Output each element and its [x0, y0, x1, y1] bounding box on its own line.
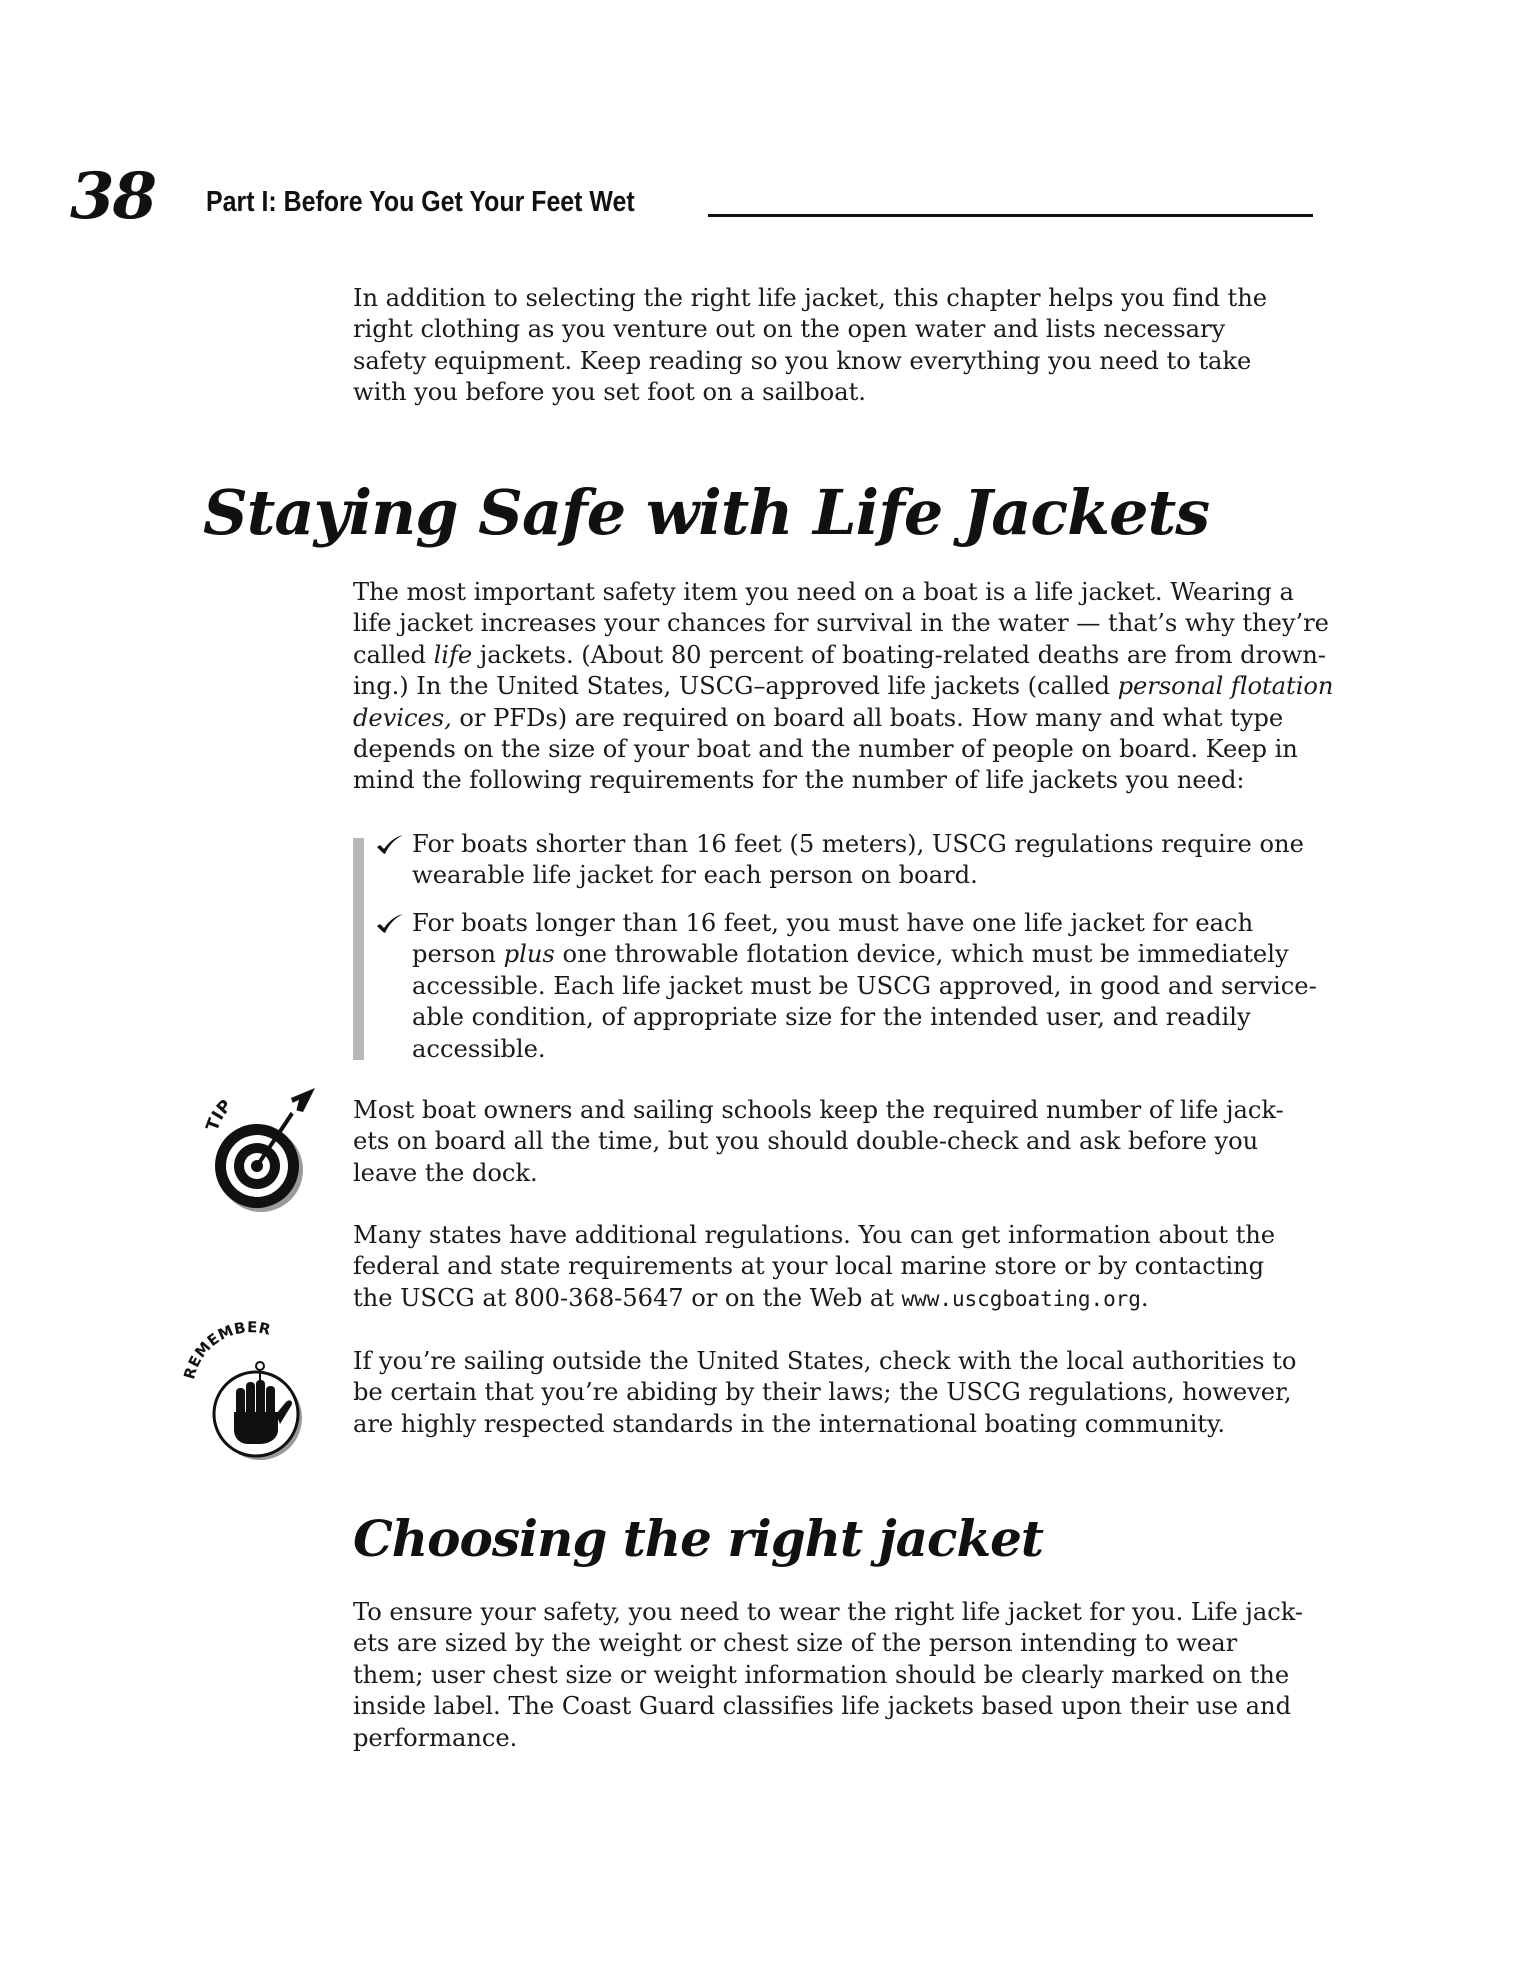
- paragraph-line: life jacket increases your chances for survival in the water — that’s why they’re: [353, 609, 1329, 638]
- paragraph-line: called life jackets. (About 80 percent of boating-related deaths are from drown-: [353, 640, 1326, 669]
- life-jacket-paragraph: [353, 577, 1334, 797]
- page-header: [70, 159, 1320, 235]
- header-rule: [708, 214, 1313, 217]
- tip-paragraph: [353, 1095, 1313, 1189]
- choosing-jacket-paragraph: [353, 1597, 1313, 1754]
- page-number: 38: [70, 159, 156, 234]
- paragraph-line: If you’re sailing outside the United States, check with the local authorities to: [353, 1347, 1297, 1375]
- paragraph-line: them; user chest size or weight information should be clearly marked on the: [353, 1660, 1290, 1689]
- paragraph-line: Many states have additional regulations. You can get information about the: [353, 1221, 1276, 1249]
- running-head: Part I: Before You Get Your Feet Wet: [206, 186, 635, 218]
- svg-text:TIP: [205, 1096, 236, 1134]
- paragraph-line: inside label. The Coast Guard classifies life jackets based upon their use and: [353, 1692, 1292, 1721]
- remember-icon: [180, 1318, 315, 1463]
- intro-line: with you before you set foot on a sailboat.: [353, 378, 866, 407]
- paragraph-line: Most boat owners and sailing schools keep the required number of life jack-: [353, 1096, 1284, 1124]
- paragraph-line: are highly respected standards in the international boating community.: [353, 1409, 1226, 1438]
- bullet-list-bar: [353, 838, 364, 1060]
- paragraph-line: be certain that you’re abiding by their laws; the USCG regulations, however,: [353, 1378, 1292, 1407]
- paragraph-line: performance.: [353, 1723, 518, 1752]
- subsection-heading: Choosing the right jacket: [353, 1509, 1044, 1568]
- remember-paragraph: [353, 1346, 1313, 1440]
- section-heading: Staying Safe with Life Jackets: [203, 476, 1210, 549]
- paragraph-line: ets are sized by the weight or chest size of the person intending to wear: [353, 1629, 1238, 1658]
- paragraph-line: depends on the size of your boat and the number of people on board. Keep in: [353, 735, 1298, 764]
- intro-line: right clothing as you venture out on the open water and lists necessary: [353, 315, 1226, 344]
- paragraph-line: To ensure your safety, you need to wear the right life jacket for you. Life jack-: [353, 1598, 1304, 1626]
- paragraph-line: ing.) In the United States, USCG–approved life jackets (called personal flotation: [353, 672, 1334, 701]
- paragraph-line: mind the following requirements for the number of life jackets you need:: [353, 766, 1245, 795]
- states-paragraph: [353, 1220, 1313, 1315]
- tip-icon: [205, 1072, 320, 1217]
- checkmark-icon: [375, 833, 405, 857]
- checkmark-icon: [375, 912, 405, 936]
- paragraph-line: ets on board all the time, but you should double-check and ask before you: [353, 1127, 1259, 1156]
- remember-icon-label: REMEMBER: [180, 1318, 273, 1382]
- intro-line: safety equipment. Keep reading so you know everything you need to take: [353, 346, 1252, 375]
- bullet-text: For boats shorter than 16 feet (5 meters), USCG regulations require one wearable life jacket for each person on board.: [412, 830, 1304, 890]
- paragraph-line: federal and state requirements at your local marine store or by contacting: [353, 1252, 1265, 1281]
- paragraph-line: leave the dock.: [353, 1158, 538, 1187]
- intro-paragraph: [353, 283, 1313, 409]
- paragraph-line: The most important safety item you need on a boat is a life jacket. Wearing a: [353, 578, 1294, 606]
- tip-icon-label: IP: [208, 1096, 237, 1124]
- bullet-text: For boats longer than 16 feet, you must have one life jacket for each person plus one throwable flotation device, which must be immediately accessible. Each life jacket must be USCG approved, in good and service- able condition, of appropriate size for the intended user, and readily accessible.: [412, 909, 1317, 1063]
- uscg-url: www.uscgboating.org: [901, 1286, 1141, 1311]
- intro-line: In addition to selecting the right life jacket, this chapter helps you find the: [353, 284, 1268, 312]
- paragraph-line: the USCG at 800-368-5647 or on the Web at www.uscgboating.org.: [353, 1283, 1149, 1312]
- paragraph-line: devices, or PFDs) are required on board all boats. How many and what type: [353, 703, 1284, 732]
